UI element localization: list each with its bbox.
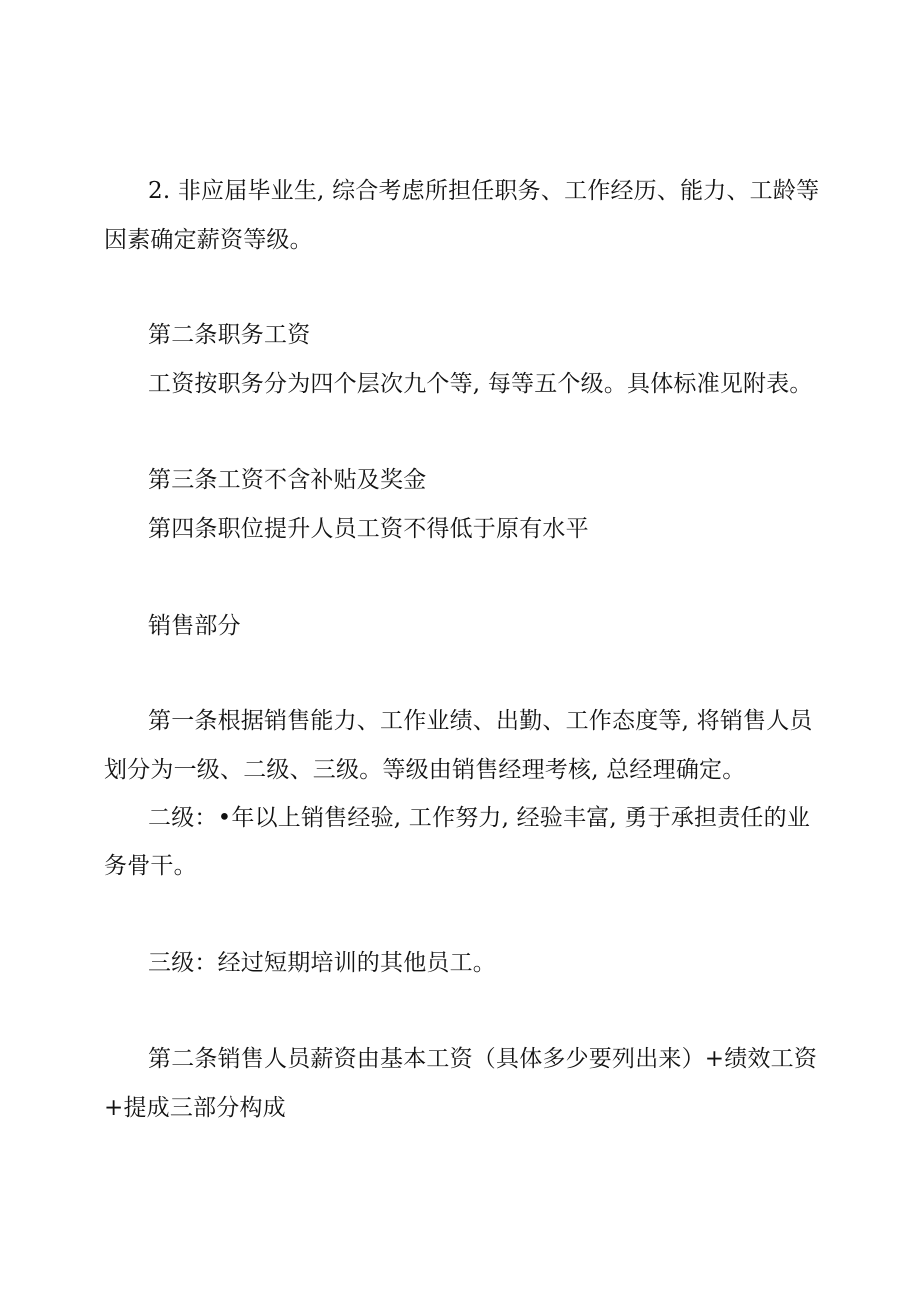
level-2-line-1: 二级：•年以上销售经验, 工作努力, 经验丰富, 勇于承担责任的业	[148, 805, 811, 831]
article-4-line: 第四条职位提升人员工资不得低于原有水平	[148, 516, 589, 542]
sales-article-1-line-2: 划分为一级、二级、三级。等级由销售经理考核, 总经理确定。	[104, 757, 746, 783]
sales-article-2-line-2: +提成三部分构成	[104, 1095, 286, 1121]
sales-article-2-line-1: 第二条销售人员薪资由基本工资（具体多少要列出来）+绩效工资	[148, 1046, 818, 1072]
level-2-line-2: 务骨干。	[104, 853, 197, 879]
sales-article-1-line-1: 第一条根据销售能力、工作业绩、出勤、工作态度等, 将销售人员	[148, 708, 813, 734]
level-3-line: 三级：经过短期培训的其他员工。	[148, 950, 496, 976]
paragraph-non-graduate-line-2: 因素确定薪资等级。	[104, 227, 313, 253]
paragraph-non-graduate-line-1: 2. 非应届毕业生, 综合考虑所担任职务、工作经历、能力、工龄等	[148, 178, 820, 204]
article-3-line: 第三条工资不含补贴及奖金	[148, 467, 427, 493]
sales-section-heading: 销售部分	[148, 613, 241, 639]
article-2-body: 工资按职务分为四个层次九个等, 每等五个级。具体标准见附表。	[148, 371, 813, 397]
article-2-heading: 第二条职务工资	[148, 322, 311, 348]
